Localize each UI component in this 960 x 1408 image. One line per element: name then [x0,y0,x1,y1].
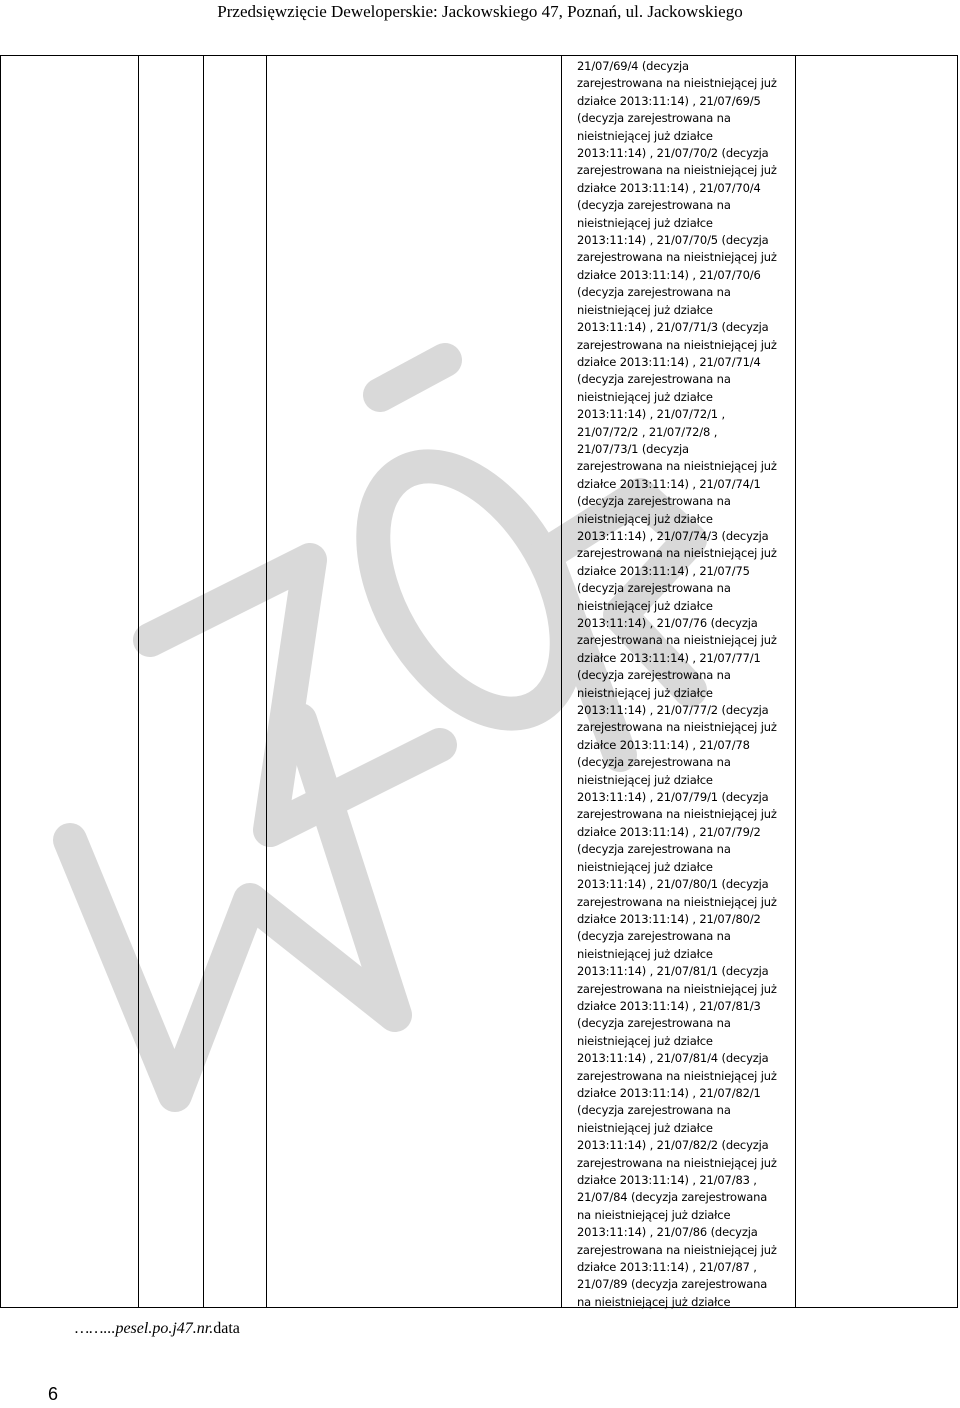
description-line: nieistniejącej już działce [577,128,713,143]
description-line: zarejestrowana na nieistniejącej już [577,1068,777,1083]
footer-note [75,1320,240,1338]
description-line: 2013:11:14) , 21/07/76 (decyzja [577,616,758,630]
description-line: nieistniejącej już działce [577,946,713,961]
document-table [0,55,958,1308]
description-line: zarejestrowana na nieistniejącej już [577,894,777,909]
description-line: nieistniejącej już działce [577,1033,713,1048]
description-line: 21/07/84 (decyzja zarejestrowana [577,1190,768,1205]
description-line: 2013:11:14) , 21/07/74/3 (decyzja [577,528,769,543]
description-line: 2013:11:14) , 21/07/81/4 (decyzja [577,1051,769,1066]
description-line: zarejestrowana na nieistniejącej już [577,250,777,265]
table-column-divider [561,56,562,1307]
description-line: (decyzja zarejestrowana na [577,198,731,213]
page-header-title: Przedsięwzięcie Deweloperskie: Jackowskiego 47, Poznań, ul. Jackowskiego [217,2,743,21]
description-line: (decyzja zarejestrowana na [577,285,731,300]
description-line: na nieistniejącej już działce [577,1207,731,1222]
description-line: (decyzja zarejestrowana na [577,1016,731,1031]
description-line: zarejestrowana na nieistniejącej już [577,337,777,352]
description-line: 2013:11:14) , 21/07/72/1 , [577,407,725,422]
description-line: (decyzja zarejestrowana na [577,1103,731,1118]
description-line: działce 2013:11:14) , 21/07/82/1 [577,1085,761,1100]
description-line: nieistniejącej już działce [577,302,713,317]
description-line: nieistniejącej już działce [577,389,713,404]
description-line: działce 2013:11:14) , 21/07/69/5 [577,93,761,108]
page-number: 6 [48,1384,59,1404]
table-column-divider [266,56,267,1307]
description-line: nieistniejącej już działce [577,685,713,700]
description-line: 2013:11:14) , 21/07/71/3 (decyzja [577,320,769,335]
footer-note-plain: data [213,1320,240,1337]
description-line: nieistniejącej już działce [577,511,713,526]
description-line: 21/07/72/2 , 21/07/72/8 , [577,424,718,439]
description-line: zarejestrowana na nieistniejącej już [577,1242,777,1257]
description-line: 2013:11:14) , 21/07/86 (decyzja [577,1225,758,1240]
description-line: zarejestrowana na nieistniejącej już [577,76,777,91]
description-line: 21/07/89 (decyzja zarejestrowana [577,1277,768,1292]
description-line: (decyzja zarejestrowana na [577,929,731,944]
description-line: działce 2013:11:14) , 21/07/70/4 [577,180,761,195]
description-line: 2013:11:14) , 21/07/77/2 (decyzja [577,703,769,718]
description-line: działce 2013:11:14) , 21/07/71/4 [577,354,761,369]
description-line: zarejestrowana na nieistniejącej już [577,1155,777,1170]
description-line: na nieistniejącej już działce [577,1294,731,1309]
description-line: (decyzja zarejestrowana na [577,111,731,126]
description-line: nieistniejącej już działce [577,598,713,613]
description-line: nieistniejącej już działce [577,772,713,787]
description-line: 21/07/73/1 (decyzja [577,441,689,456]
description-line: działce 2013:11:14) , 21/07/70/6 [577,267,761,282]
description-line: działce 2013:11:14) , 21/07/75 [577,563,750,578]
description-line: zarejestrowana na nieistniejącej już [577,163,777,178]
description-line: (decyzja zarejestrowana na [577,668,731,683]
description-line: zarejestrowana na nieistniejącej już [577,981,777,996]
description-line: nieistniejącej już działce [577,215,713,230]
description-line: 2013:11:14) , 21/07/82/2 (decyzja [577,1138,769,1153]
description-line: 2013:11:14) , 21/07/70/5 (decyzja [577,233,769,248]
description-line: 2013:11:14) , 21/07/79/1 (decyzja [577,790,769,805]
description-line: 2013:11:14) , 21/07/81/1 (decyzja [577,964,769,979]
description-line: zarejestrowana na nieistniejącej już [577,720,777,735]
description-line: działce 2013:11:14) , 21/07/83 , [577,1173,757,1187]
table-column-divider [795,56,796,1307]
table-column-divider [138,56,139,1307]
description-line: działce 2013:11:14) , 21/07/79/2 [577,824,761,839]
table-column-divider [203,56,204,1307]
description-line: nieistniejącej już działce [577,1120,713,1135]
description-line: zarejestrowana na nieistniejącej już [577,546,777,561]
footer-note-italic: ……...pesel.po.j47.nr. [75,1320,214,1337]
description-line: działce 2013:11:14) , 21/07/87 , [577,1260,757,1275]
description-line: nieistniejącej już działce [577,859,713,874]
description-line: (decyzja zarejestrowana na [577,372,731,387]
description-line: (decyzja zarejestrowana na [577,581,731,596]
description-line: działce 2013:11:14) , 21/07/77/1 [577,650,761,665]
description-line: (decyzja zarejestrowana na [577,755,731,770]
description-line: 2013:11:14) , 21/07/80/1 (decyzja [577,877,769,892]
description-line: 2013:11:14) , 21/07/70/2 (decyzja [577,146,769,161]
description-line: (decyzja zarejestrowana na [577,842,731,857]
description-line: (decyzja zarejestrowana na [577,494,731,509]
description-line: 21/07/69/4 (decyzja [577,59,689,73]
description-line: działce 2013:11:14) , 21/07/80/2 [577,911,761,926]
description-line: działce 2013:11:14) , 21/07/74/1 [577,476,761,491]
description-line: działce 2013:11:14) , 21/07/78 [577,737,750,752]
parcel-description-cell [577,58,793,1311]
description-line: zarejestrowana na nieistniejącej już [577,459,777,474]
description-line: zarejestrowana na nieistniejącej już [577,633,777,648]
description-line: zarejestrowana na nieistniejącej już [577,807,777,822]
description-line: działce 2013:11:14) , 21/07/81/3 [577,998,761,1013]
